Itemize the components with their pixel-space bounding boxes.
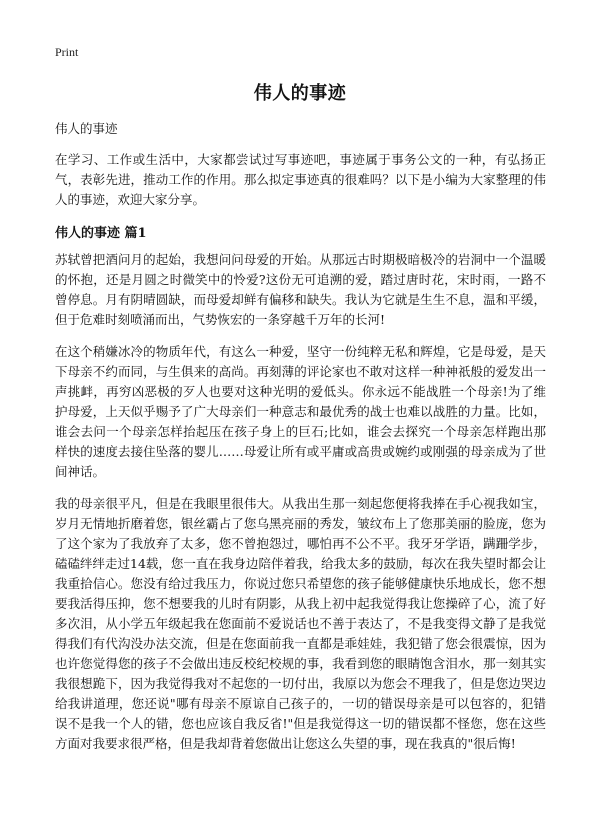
body-paragraph-1: 苏轼曾把酒问月的起始，我想问问母爱的开始。从那远古时期极暗极冷的岩洞中一个温暖的怀抱，还是月圆之时微笑中的怜爱?这份无可追溯的爱，踏过唐时花，宋时雨，一路不曾停息。月有阴晴圆缺，而母爱却鲜有偏移和缺失。我认为它就是生生不息，温和平缓，但于危难时刻喷涌而出，气势恢宏的一条穿越千万年的长河! [55, 252, 546, 327]
body-paragraph-2: 在这个稍嫌冰冷的物质年代，有这么一种爱，坚守一份纯粹无私和辉煌，它是母爱，是天下母亲不约而同，与生俱来的高尚。再刻薄的评论家也不敢对这样一种神祇般的爱发出一声挑衅，再穷凶恶极的歹人也要对这种光明的爱低头。你永远不能战胜一个母亲!为了维护母爱，上天似乎赐予了广大母亲们一种意志和最优秀的战士也难以战胜的力量。比如，谁会去问一个母亲怎样抬起压在孩子身上的巨石;比如，谁会去探究一个母亲怎样跑出那样快的速度去接住坠落的婴儿……母爱让所有或平庸或高贵或婉约或刚强的母亲成为了世间神话。 [55, 344, 546, 479]
document-body [55, 119, 546, 766]
intro-paragraph: 在学习、工作或生活中，大家都尝试过写事迹吧，事迹属于事务公文的一种，有弘扬正气，表彰先进，推动工作的作用。那么拟定事迹真的很难吗？以下是小编为大家整理的伟人的事迹，欢迎大家分享。 [55, 152, 546, 207]
document-subtitle: 伟人的事迹 [55, 121, 118, 136]
section-heading: 伟人的事迹 篇1 [55, 226, 147, 241]
print-link[interactable]: Print [55, 45, 79, 59]
body-paragraph-3: 我的母亲很平凡，但是在我眼里很伟大。从我出生那一刻起您便将我捧在手心视我如宝，岁月无情地折磨着您，银丝霸占了您乌黑亮丽的秀发，皱纹布上了您那美丽的脸庞，您为了这个家为了我放弃了太多，您不曾抱怨过，哪怕再不公不平。我牙牙学语，蹒跚学步，磕磕绊绊走过14载，您一直在我身边陪伴着我，给我太多的鼓励，每次在我失望时都会让我重拾信心。您没有给过我压力，你说过您只希望您的孩子能够健康快乐地成长，您不想要我活得压抑，您不想要我的儿时有阴影，从我上初中起我觉得我让您操碎了心，流了好多次泪，从小学五年级起我在您面前不爱说话也不善于表达了，不是我变得文静了是我觉得我们有代沟没办法交流，但是在您面前我一直都是乖娃娃，我犯错了您会很震惊，因为也许您觉得您的孩子不会做出违反校纪校规的事，我看到您的眼睛饱含泪水，那一刻其实我很想跪下，因为我觉得我对不起您的一切付出，我原以为您会不理我了，但是您边哭边给我讲道理，您还说"哪有母亲不原谅自己孩子的，一切的错误母亲是可以包容的，犯错误不是我一个人的错，您也应该自我反省!"但是我觉得这一切的错误都不怪您，您在这些方面对我要求很严格，但是我却背着您做出让您这么失望的事，现在我真的"很后悔! [55, 496, 546, 751]
document-title: 伟人的事迹 [253, 83, 347, 104]
